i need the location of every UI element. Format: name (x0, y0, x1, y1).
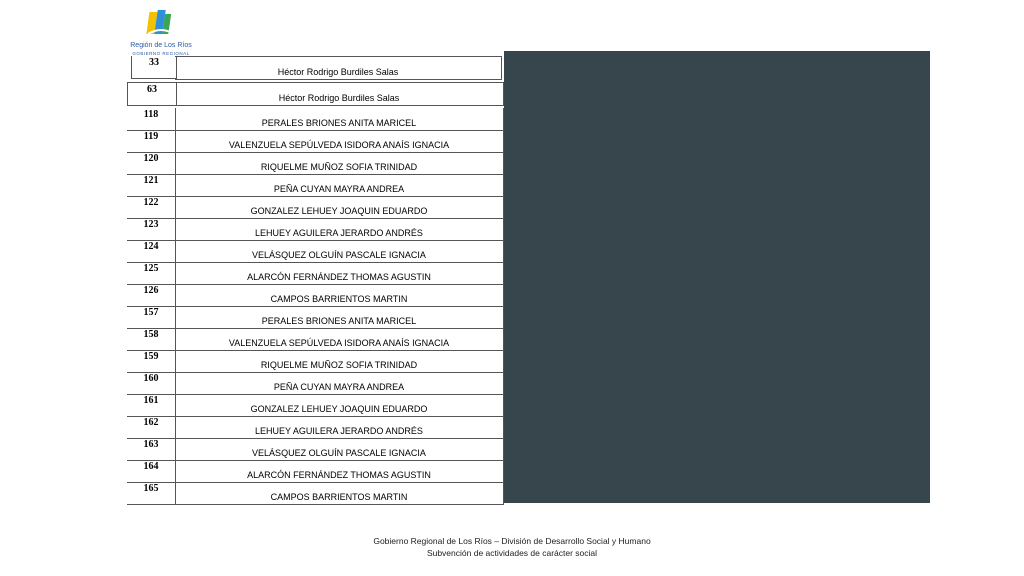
row-name: PERALES BRIONES ANITA MARICEL (175, 108, 504, 131)
row-number: 63 (127, 82, 177, 106)
row-name: RIQUELME MUÑOZ SOFIA TRINIDAD (175, 152, 504, 175)
row-number: 165 (127, 482, 176, 505)
row-number: 158 (127, 328, 176, 351)
row-name: VELÁSQUEZ OLGUÍN PASCALE IGNACIA (175, 438, 504, 461)
logo-region-name: Región de Los Ríos (130, 42, 192, 49)
logo-subtitle: GOBIERNO REGIONAL (132, 51, 190, 56)
row-number: 122 (127, 196, 176, 219)
row-name: ALARCÓN FERNÁNDEZ THOMAS AGUSTIN (175, 262, 504, 285)
row-name: PEÑA CUYAN MAYRA ANDREA (175, 372, 504, 395)
row-number: 159 (127, 350, 176, 373)
row-number: 33 (131, 56, 177, 79)
row-number: 162 (127, 416, 176, 439)
row-number: 123 (127, 218, 176, 241)
row-number: 121 (127, 174, 176, 197)
row-name: GONZALEZ LEHUEY JOAQUIN EDUARDO (175, 196, 504, 219)
row-number: 164 (127, 460, 176, 483)
row-number: 161 (127, 394, 176, 417)
row-number: 160 (127, 372, 176, 395)
row-name: Héctor Rodrigo Burdiles Salas (175, 56, 502, 80)
row-number: 125 (127, 262, 176, 285)
row-name: VALENZUELA SEPÚLVEDA ISIDORA ANAÍS IGNACIA (175, 328, 504, 351)
row-name: PEÑA CUYAN MAYRA ANDREA (175, 174, 504, 197)
row-number: 126 (127, 284, 176, 307)
row-number: 120 (127, 152, 176, 175)
redacted-block (504, 51, 930, 503)
row-number: 119 (127, 130, 176, 153)
row-name: Héctor Rodrigo Burdiles Salas (175, 82, 504, 106)
row-number: 118 (127, 108, 176, 131)
row-name: RIQUELME MUÑOZ SOFIA TRINIDAD (175, 350, 504, 373)
row-number: 124 (127, 240, 176, 263)
row-number: 157 (127, 306, 176, 329)
row-name: CAMPOS BARRIENTOS MARTIN (175, 284, 504, 307)
row-name: LEHUEY AGUILERA JERARDO ANDRÉS (175, 416, 504, 439)
row-name: VALENZUELA SEPÚLVEDA ISIDORA ANAÍS IGNACIA (175, 130, 504, 153)
row-name: ALARCÓN FERNÁNDEZ THOMAS AGUSTIN (175, 460, 504, 483)
footer-line-1: Gobierno Regional de Los Ríos – División de Desarrollo Social y Humano (373, 536, 651, 546)
row-name: VELÁSQUEZ OLGUÍN PASCALE IGNACIA (175, 240, 504, 263)
row-name: GONZALEZ LEHUEY JOAQUIN EDUARDO (175, 394, 504, 417)
footer-line-2: Subvención de actividades de carácter social (426, 548, 598, 558)
row-name: LEHUEY AGUILERA JERARDO ANDRÉS (175, 218, 504, 241)
row-name: CAMPOS BARRIENTOS MARTIN (175, 482, 504, 505)
row-name: PERALES BRIONES ANITA MARICEL (175, 306, 504, 329)
row-number: 163 (127, 438, 176, 461)
